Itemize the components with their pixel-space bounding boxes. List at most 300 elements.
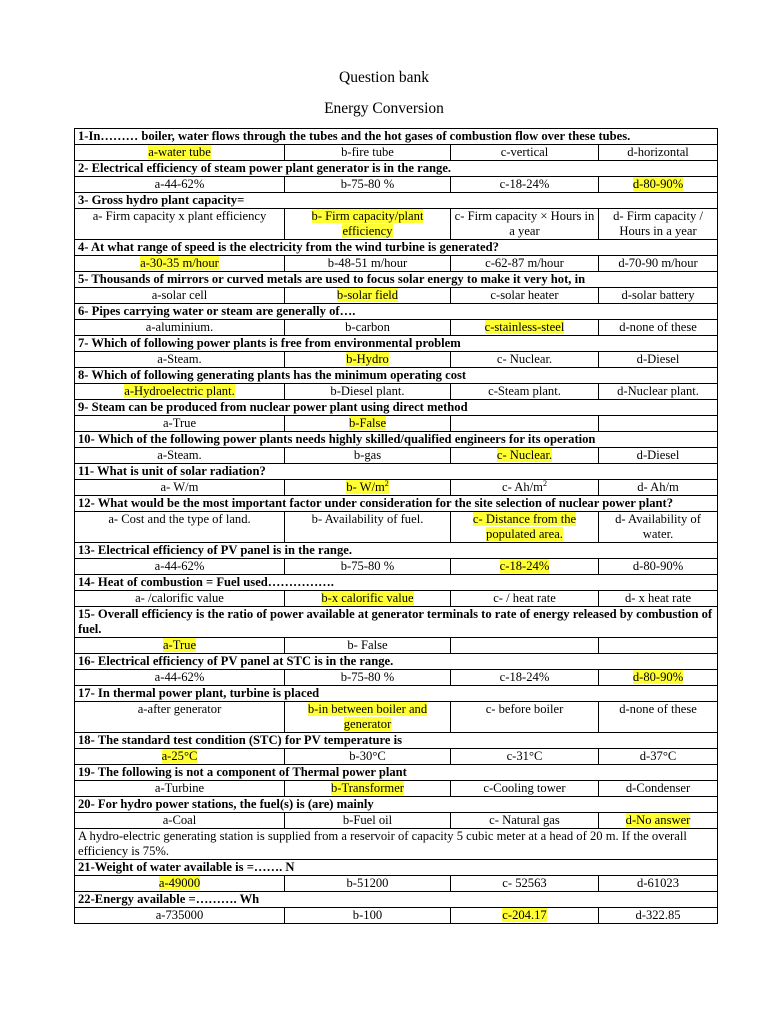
option-text: a-44-62%	[154, 177, 205, 191]
option-cell	[75, 702, 285, 733]
option-text: a-aluminium.	[145, 320, 214, 334]
option-cell	[599, 352, 718, 368]
option-cell	[451, 448, 599, 464]
option-cell	[75, 749, 285, 765]
options-row	[75, 145, 718, 161]
question-row	[75, 860, 718, 876]
correct-answer-option	[500, 559, 550, 573]
question-row	[75, 272, 718, 288]
question-row	[75, 575, 718, 591]
answer-option	[138, 702, 222, 716]
answer-option	[155, 177, 205, 191]
answer-option	[157, 352, 201, 366]
answer-option	[349, 749, 386, 763]
option-cell	[599, 670, 718, 686]
answer-option	[500, 177, 550, 191]
option-text: b-Fuel oil	[342, 813, 393, 827]
answer-option	[108, 512, 250, 526]
question-text: 16- Electrical efficiency of PV panel at STC is in the range.	[75, 654, 718, 670]
option-cell	[599, 416, 718, 432]
option-text: c- 52563	[502, 876, 547, 890]
answer-option	[163, 416, 196, 430]
option-cell	[285, 320, 451, 336]
answer-option	[500, 670, 550, 684]
option-text: d- Firm capacity / Hours in a year	[613, 209, 703, 238]
option-cell	[75, 416, 285, 432]
answer-option	[156, 908, 204, 922]
option-text: c-Cooling tower	[483, 781, 566, 795]
option-text: c- Firm capacity × Hours in a year	[454, 209, 595, 238]
option-text: d-Diesel	[636, 352, 680, 366]
question-table-body	[75, 129, 718, 924]
question-row	[75, 161, 718, 177]
option-text: d-Condenser	[625, 781, 691, 795]
question-table	[74, 128, 718, 924]
answer-option	[637, 480, 679, 494]
options-row	[75, 559, 718, 575]
option-text: b-75-80 %	[340, 177, 395, 191]
option-text: a-solar cell	[151, 288, 208, 302]
correct-answer-option	[312, 209, 424, 238]
option-cell	[599, 512, 718, 543]
option-text: b- Firm capacity/plant efficiency	[311, 209, 424, 238]
note-row	[75, 829, 718, 860]
question-row	[75, 129, 718, 145]
answer-option	[328, 256, 407, 270]
option-text: b-75-80 %	[340, 559, 395, 573]
option-text: b-Hydro	[346, 352, 389, 366]
option-cell	[75, 512, 285, 543]
option-cell	[599, 876, 718, 892]
question-text: 9- Steam can be produced from nuclear power plant using direct method	[75, 400, 718, 416]
option-text: b-carbon	[345, 320, 390, 334]
page-subtitle: Energy Conversion	[324, 100, 444, 117]
option-text: a- Firm capacity x plant efficiency	[92, 209, 267, 223]
option-text: a-49000	[158, 876, 201, 890]
question-row	[75, 368, 718, 384]
option-text: d-solar battery	[621, 288, 695, 302]
correct-answer-option	[337, 288, 398, 302]
option-cell	[451, 145, 599, 161]
option-cell	[75, 177, 285, 193]
option-cell	[451, 384, 599, 400]
option-text: c- / heat rate	[493, 591, 556, 605]
answer-option	[353, 908, 382, 922]
correct-answer-option	[485, 320, 565, 334]
option-superscript: 2	[384, 478, 389, 488]
correct-answer-option	[346, 352, 389, 366]
option-cell	[285, 480, 451, 496]
question-text: 3- Gross hydro plant capacity=	[75, 193, 718, 209]
option-cell	[285, 256, 451, 272]
answer-option	[633, 559, 683, 573]
answer-option	[155, 559, 205, 573]
option-text: a-Coal	[162, 813, 197, 827]
option-text: c-31°C	[506, 749, 543, 763]
option-cell	[75, 670, 285, 686]
option-text: c-18-24%	[499, 177, 550, 191]
answer-option	[617, 384, 699, 398]
option-cell	[599, 702, 718, 733]
question-row	[75, 336, 718, 352]
correct-answer-option	[163, 638, 196, 652]
answer-option	[637, 448, 680, 462]
question-text: 19- The following is not a component of Thermal power plant	[75, 765, 718, 781]
option-text: a-30-35 m/hour	[140, 256, 219, 270]
option-cell	[599, 256, 718, 272]
option-cell	[285, 145, 451, 161]
option-cell	[599, 145, 718, 161]
option-text: c- Ah/m	[502, 480, 543, 494]
option-text: b-x calorific value	[321, 591, 414, 605]
question-text: 8- Which of following generating plants has the minimum operating cost	[75, 368, 718, 384]
question-text: 13- Electrical efficiency of PV panel is in the range.	[75, 543, 718, 559]
options-row	[75, 177, 718, 193]
option-cell	[451, 352, 599, 368]
question-text: 6- Pipes carrying water or steam are generally of….	[75, 304, 718, 320]
options-row	[75, 256, 718, 272]
answer-option	[483, 781, 565, 795]
option-cell	[285, 781, 451, 797]
option-text: b-75-80 %	[340, 670, 395, 684]
option-cell	[599, 209, 718, 240]
option-cell	[75, 209, 285, 240]
option-text: d-80-90%	[632, 177, 684, 191]
option-cell	[285, 209, 451, 240]
question-text: 14- Heat of combustion = Fuel used…………….	[75, 575, 718, 591]
answer-option	[341, 145, 394, 159]
option-cell	[451, 288, 599, 304]
option-text: a-44-62%	[154, 559, 205, 573]
option-superscript: 2	[542, 478, 547, 488]
correct-answer-option	[308, 702, 427, 731]
option-text: b-in between boiler and generator	[307, 702, 428, 731]
question-text: 17- In thermal power plant, turbine is placed	[75, 686, 718, 702]
question-text: 2- Electrical efficiency of steam power plant generator is in the range.	[75, 161, 718, 177]
option-text: d-322.85	[635, 908, 681, 922]
option-cell	[75, 559, 285, 575]
option-cell	[451, 908, 599, 924]
option-text: b-100	[352, 908, 383, 922]
option-cell	[285, 384, 451, 400]
question-row	[75, 304, 718, 320]
answer-option	[312, 512, 424, 526]
answer-option	[618, 256, 697, 270]
option-cell	[451, 256, 599, 272]
option-cell	[285, 638, 451, 654]
option-text: b-51200	[346, 876, 389, 890]
option-cell	[451, 813, 599, 829]
option-text: b-48-51 m/hour	[327, 256, 408, 270]
correct-answer-option	[473, 512, 576, 541]
option-cell	[75, 876, 285, 892]
option-cell	[451, 749, 599, 765]
question-row	[75, 464, 718, 480]
option-cell	[285, 416, 451, 432]
option-text: d-37°C	[639, 749, 677, 763]
question-text: 15- Overall efficiency is the ratio of power available at generator terminals to rate of energy released by combustion of fuel.	[75, 607, 718, 638]
option-cell	[285, 670, 451, 686]
answer-option	[621, 288, 694, 302]
question-text: 4- At what range of speed is the electricity from the wind turbine is generated?	[75, 240, 718, 256]
answer-option	[135, 591, 224, 605]
option-text: b-Transformer	[331, 781, 404, 795]
answer-option	[161, 480, 199, 494]
correct-answer-option	[331, 781, 404, 795]
answer-option	[490, 288, 558, 302]
option-cell	[75, 384, 285, 400]
options-row	[75, 320, 718, 336]
option-text: a-True	[162, 638, 197, 652]
option-cell	[451, 781, 599, 797]
option-cell	[285, 908, 451, 924]
option-text: b- Availability of fuel.	[311, 512, 424, 526]
options-row	[75, 352, 718, 368]
answer-option	[637, 352, 680, 366]
question-text: 22-Energy available =………. Wh	[75, 892, 718, 908]
option-cell	[285, 813, 451, 829]
option-cell	[451, 559, 599, 575]
options-row	[75, 512, 718, 543]
correct-answer-option	[633, 177, 683, 191]
answer-option	[627, 145, 689, 159]
correct-answer-option	[148, 145, 211, 159]
option-text: d- x heat rate	[624, 591, 692, 605]
question-text: 18- The standard test condition (STC) for PV temperature is	[75, 733, 718, 749]
option-text: c-18-24%	[499, 559, 550, 573]
option-text: b- W/m	[346, 480, 385, 494]
option-cell	[285, 749, 451, 765]
answer-option	[489, 813, 560, 827]
option-text: c- Nuclear.	[496, 448, 553, 462]
answer-option	[507, 749, 543, 763]
problem-statement: A hydro-electric generating station is supplied from a reservoir of capacity 5 cubic meter at a head of 20 m. If the overall efficiency is 75%.	[75, 829, 718, 860]
option-cell	[599, 781, 718, 797]
answer-option	[341, 559, 395, 573]
question-row	[75, 240, 718, 256]
option-text: d-80-90%	[632, 670, 684, 684]
option-cell	[451, 591, 599, 607]
option-cell	[451, 638, 599, 654]
options-row	[75, 876, 718, 892]
option-text: c-solar heater	[490, 288, 559, 302]
option-text: a-44-62%	[154, 670, 205, 684]
question-text: 21-Weight of water available is =……. N	[75, 860, 718, 876]
option-cell	[75, 352, 285, 368]
option-text: d-80-90%	[632, 559, 684, 573]
option-cell	[285, 559, 451, 575]
option-cell	[285, 448, 451, 464]
option-cell	[285, 288, 451, 304]
option-text: b-fire tube	[341, 145, 394, 159]
option-cell	[285, 591, 451, 607]
options-row	[75, 591, 718, 607]
option-cell	[599, 559, 718, 575]
option-text: d- Ah/m	[637, 480, 679, 494]
answer-option	[613, 209, 703, 238]
option-text: b-30°C	[349, 749, 386, 763]
answer-option	[635, 908, 680, 922]
option-text: c-204.17	[502, 908, 547, 922]
option-text: b- False	[347, 638, 388, 652]
option-cell	[599, 591, 718, 607]
option-text: c- Nuclear.	[496, 352, 553, 366]
option-text: a- Cost and the type of land.	[108, 512, 251, 526]
question-text: 1-In……… boiler, water flows through the tubes and the hot gases of combustion flow over these tubes.	[75, 129, 718, 145]
option-cell	[285, 876, 451, 892]
answer-option	[155, 670, 205, 684]
option-cell	[75, 320, 285, 336]
correct-answer-option	[502, 908, 546, 922]
answer-option	[354, 448, 381, 462]
answer-option	[486, 702, 564, 716]
option-text: d-Nuclear plant.	[617, 384, 699, 398]
correct-answer-option	[633, 670, 683, 684]
answer-option	[455, 209, 595, 238]
option-text: a-25°C	[161, 749, 198, 763]
answer-option	[493, 591, 556, 605]
option-text: d-horizontal	[627, 145, 689, 159]
answer-option	[626, 781, 690, 795]
option-text: a-True	[162, 416, 197, 430]
answer-option	[155, 781, 204, 795]
option-cell	[599, 448, 718, 464]
option-cell	[75, 480, 285, 496]
option-cell	[599, 384, 718, 400]
answer-option	[502, 480, 547, 494]
option-text: d-none of these	[619, 320, 697, 334]
question-row	[75, 892, 718, 908]
answer-option	[345, 320, 390, 334]
options-row	[75, 813, 718, 829]
correct-answer-option	[346, 480, 389, 494]
option-text: d-Diesel	[636, 448, 680, 462]
option-text: a- W/m	[160, 480, 199, 494]
option-cell	[75, 288, 285, 304]
option-cell	[75, 908, 285, 924]
option-text: c- Natural gas	[489, 813, 560, 827]
question-row	[75, 193, 718, 209]
option-cell	[599, 749, 718, 765]
option-cell	[599, 320, 718, 336]
option-text: b-False	[348, 416, 387, 430]
option-cell	[75, 256, 285, 272]
option-cell	[451, 670, 599, 686]
option-text: c-Steam plant.	[488, 384, 561, 398]
option-cell	[75, 638, 285, 654]
option-cell	[451, 702, 599, 733]
correct-answer-option	[321, 591, 413, 605]
answer-option	[341, 177, 395, 191]
option-text: c-vertical	[500, 145, 549, 159]
option-text: c-18-24%	[499, 670, 550, 684]
correct-answer-option	[162, 749, 198, 763]
option-text: a-after generator	[137, 702, 222, 716]
answer-option	[640, 749, 677, 763]
question-text: 10- Which of the following power plants needs highly skilled/qualified engineers for its operation	[75, 432, 718, 448]
options-row	[75, 638, 718, 654]
answer-option	[619, 702, 697, 716]
answer-option	[330, 384, 404, 398]
answer-option	[619, 320, 697, 334]
option-text: a- /calorific value	[135, 591, 224, 605]
option-cell	[75, 813, 285, 829]
options-row	[75, 908, 718, 924]
option-cell	[599, 908, 718, 924]
correct-answer-option	[626, 813, 691, 827]
options-row	[75, 416, 718, 432]
option-text: b-solar field	[336, 288, 399, 302]
option-cell	[451, 876, 599, 892]
options-row	[75, 702, 718, 733]
option-cell	[451, 209, 599, 240]
correct-answer-option	[124, 384, 235, 398]
option-text: d-61023	[637, 876, 679, 890]
answer-option	[93, 209, 267, 223]
option-text: d- Availability of water.	[615, 512, 701, 541]
correct-answer-option	[349, 416, 386, 430]
question-row	[75, 607, 718, 638]
answer-option	[625, 591, 691, 605]
question-row	[75, 400, 718, 416]
answer-option	[502, 876, 546, 890]
answer-option	[157, 448, 201, 462]
option-cell	[599, 638, 718, 654]
answer-option	[488, 384, 561, 398]
answer-option	[341, 670, 395, 684]
question-row	[75, 432, 718, 448]
option-cell	[75, 591, 285, 607]
question-row	[75, 765, 718, 781]
question-text: 7- Which of following power plants is free from environmental problem	[75, 336, 718, 352]
options-row	[75, 209, 718, 240]
options-row	[75, 288, 718, 304]
question-row	[75, 797, 718, 813]
option-text: a-735000	[155, 908, 204, 922]
page-title: Question bank	[339, 69, 429, 86]
option-cell	[599, 480, 718, 496]
option-text: c-62-87 m/hour	[485, 256, 564, 270]
option-cell	[451, 177, 599, 193]
option-cell	[75, 145, 285, 161]
answer-option	[343, 813, 392, 827]
options-row	[75, 448, 718, 464]
answer-option	[501, 145, 549, 159]
option-text: c- Distance from the populated area.	[472, 512, 577, 541]
option-cell	[285, 702, 451, 733]
answer-option	[615, 512, 701, 541]
option-text: a-water tube	[148, 145, 211, 159]
option-cell	[285, 177, 451, 193]
option-text: a-Steam.	[157, 448, 202, 462]
correct-answer-option	[159, 876, 200, 890]
question-text: 12- What would be the most important factor under consideration for the site selection of nuclear power plant?	[75, 496, 718, 512]
answer-option	[146, 320, 214, 334]
answer-option	[637, 876, 679, 890]
option-text: a-Hydroelectric plant.	[124, 384, 235, 398]
answer-option	[152, 288, 208, 302]
option-text: d-none of these	[619, 702, 697, 716]
option-cell	[599, 288, 718, 304]
question-row	[75, 543, 718, 559]
option-cell	[75, 781, 285, 797]
option-cell	[451, 320, 599, 336]
question-text: 20- For hydro power stations, the fuel(s) is (are) mainly	[75, 797, 718, 813]
option-text: a-Steam.	[157, 352, 202, 366]
correct-answer-option	[497, 448, 552, 462]
option-cell	[285, 352, 451, 368]
question-row	[75, 686, 718, 702]
